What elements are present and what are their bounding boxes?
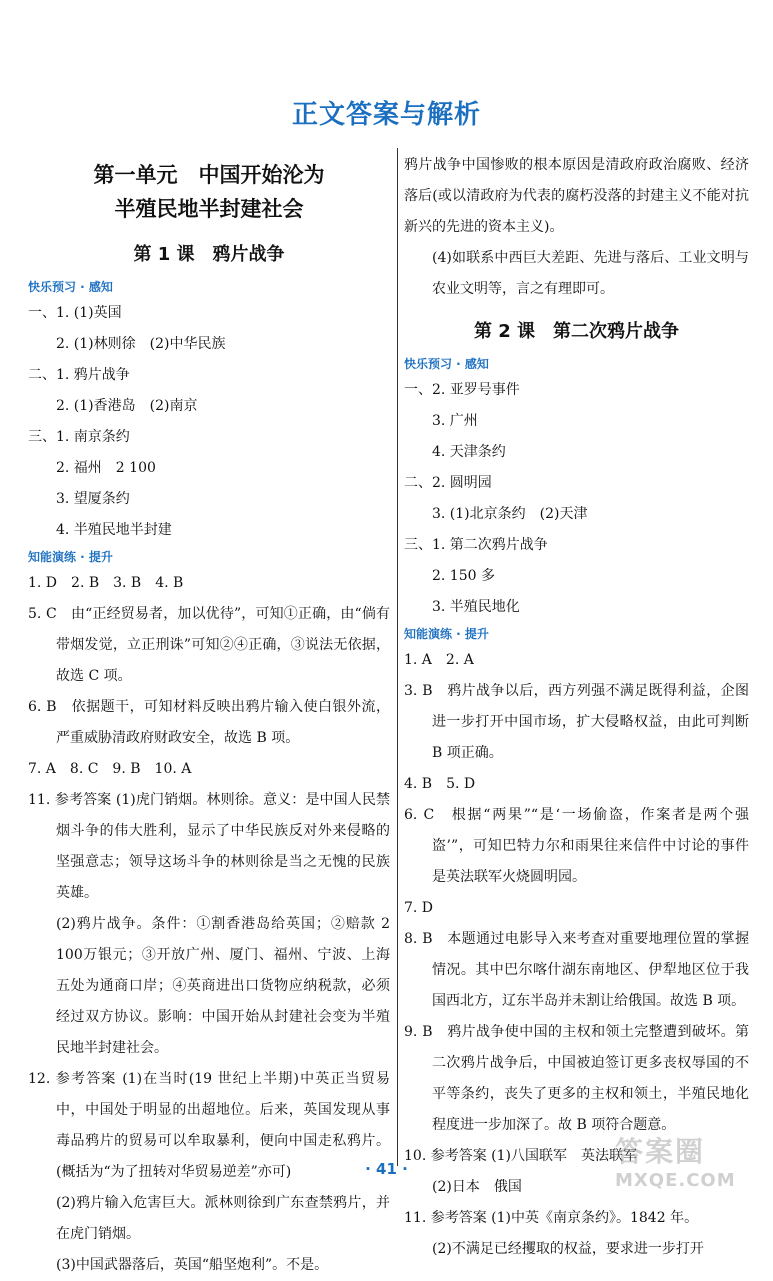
lesson2-answer: 10. 参考答案 (1)八国联军 英法联军: [404, 1148, 637, 1164]
lesson1-section-preview: 快乐预习 · 感知: [28, 280, 113, 294]
lesson1-pre-item: 2. 福州 2 100: [56, 460, 156, 476]
lesson1-answer: 11. 参考答案 (1)虎门销烟。林则徐。意义：是中国人民禁烟斗争的伟大胜利，显示了中华民族反对外来侵略的坚强意志；领导这场斗争的林则徐是当之无愧的民族英雄。: [28, 792, 390, 901]
unit-title-line2: 半殖民地半封建社会: [114, 196, 304, 221]
lesson1-answer: 7. A 8. C 9. B 10. A: [28, 761, 192, 777]
lesson1-pre-item: 一、1. (1)英国: [28, 305, 122, 321]
lesson1-pre-item: 3. 望厦条约: [56, 491, 130, 507]
lesson1-answer: (2)鸦片战争。条件：①割香港岛给英国；②赔款 2 100万银元；③开放广州、厦门、福州、宁波、上海五处为通商口岸；④英商进出口货物应纳税款，必须经过双方协议。影响：中国开始从封建社会变为半殖民地半封建社会。: [56, 916, 390, 1056]
lesson1-section-practice: 知能演练 · 提升: [28, 550, 113, 564]
lesson2-answer: 11. 参考答案 (1)中英《南京条约》。1842 年。: [404, 1210, 699, 1226]
lesson1-answer: 6. B 依据题干，可知材料反映出鸦片输入使白银外流，严重威胁清政府财政安全，故选 B 项。: [28, 699, 390, 746]
unit-title-line1: 第一单元 中国开始沦为: [93, 162, 325, 187]
lesson2-pre-item: 2. 150 多: [432, 568, 495, 584]
lesson2-pre-item: 3. 半殖民地化: [432, 599, 520, 615]
lesson2-answer: 4. B 5. D: [404, 776, 476, 792]
lesson1-answer: (2)鸦片输入危害巨大。派林则徐到广东查禁鸦片，并在虎门销烟。: [56, 1195, 390, 1242]
watermark-url: MXQE.COM: [615, 1170, 736, 1191]
lesson1-pre-item: 2. (1)林则徐 (2)中华民族: [56, 336, 226, 352]
lesson1-answer: (3)中国武器落后，英国“船坚炮利”。不是。: [56, 1257, 329, 1273]
lesson2-answer: (2)日本 俄国: [432, 1179, 522, 1195]
lesson2-answer: 7. D: [404, 900, 434, 916]
left-column: [28, 150, 390, 1281]
lesson1-title: 第 1 课 鸦片战争: [133, 244, 285, 265]
lesson1-answer: 5. C 由“正经贸易者，加以优待”，可知①正确，由“倘有带烟发觉，立正刑诛”可知②④正确，③说法无依据，故选 C 项。: [28, 606, 390, 684]
continuation-text: 鸦片战争中国惨败的根本原因是清政府政治腐败、经济落后(或以清政府为代表的腐朽没落的封建主义不能对抗新兴的先进的资本主义)。: [404, 157, 749, 235]
page-number: · 41 ·: [365, 1160, 408, 1178]
lesson1-answer: 1. D 2. B 3. B 4. B: [28, 575, 184, 591]
right-column: [404, 150, 749, 1265]
lesson1-pre-item: 4. 半殖民地半封建: [56, 522, 172, 538]
lesson2-answer: 9. B 鸦片战争使中国的主权和领土完整遭到破坏。第二次鸦片战争后，中国被迫签订更多丧权辱国的不平等条约，丧失了更多的主权和领土，半殖民地化程度进一步加深了。故 B 项符合题意。: [404, 1024, 749, 1133]
lesson2-pre-item: 一、2. 亚罗号事件: [404, 382, 520, 398]
lesson2-answer: 6. C 根据“两果”“是‘一场偷盗，作案者是两个强盗’”，可知巴特力尔和雨果往来信件中讨论的事件是英法联军火烧圆明园。: [404, 807, 749, 885]
watermark-text: 答案圈: [615, 1135, 706, 1168]
page-title: 正文答案与解析: [291, 100, 481, 130]
lesson2-answer: 3. B 鸦片战争以后，西方列强不满足既得利益，企图进一步打开中国市场，扩大侵略权益，由此可判断 B 项正确。: [404, 683, 749, 761]
lesson2-answer: 1. A 2. A: [404, 652, 474, 668]
column-divider: [397, 148, 398, 1166]
continuation-text: (4)如联系中西巨大差距、先进与落后、工业文明与农业文明等，言之有理即可。: [432, 250, 749, 297]
lesson2-pre-item: 二、2. 圆明园: [404, 475, 492, 491]
lesson2-pre-item: 3. 广州: [432, 413, 478, 429]
watermark-logo: [615, 1130, 765, 1190]
lesson2-title: 第 2 课 第二次鸦片战争: [473, 321, 680, 342]
lesson1-pre-item: 2. (1)香港岛 (2)南京: [56, 398, 198, 414]
lesson2-section-practice: 知能演练 · 提升: [404, 627, 489, 641]
lesson2-pre-item: 三、1. 第二次鸦片战争: [404, 537, 548, 553]
lesson1-pre-item: 三、1. 南京条约: [28, 429, 130, 445]
lesson2-answer: (2)不满足已经攫取的权益，要求进一步打开: [432, 1241, 704, 1257]
lesson2-answer: 8. B 本题通过电影导入来考查对重要地理位置的掌握情况。其中巴尔喀什湖东南地区、伊犁地区位于我国西北方，辽东半岛并未割让给俄国。故选 B 项。: [404, 931, 749, 1009]
lesson2-section-preview: 快乐预习 · 感知: [404, 357, 489, 371]
lesson1-pre-item: 二、1. 鸦片战争: [28, 367, 130, 383]
lesson1-answer: 12. 参考答案 (1)在当时(19 世纪上半期)中英正当贸易中，中国处于明显的出超地位。后来，英国发现从事毒品鸦片的贸易可以牟取暴利，便向中国走私鸦片。(概括为“为了扭转对华贸易逆差”亦可): [28, 1071, 390, 1180]
lesson2-pre-item: 3. (1)北京条约 (2)天津: [432, 506, 588, 522]
lesson2-pre-item: 4. 天津条约: [432, 444, 506, 460]
